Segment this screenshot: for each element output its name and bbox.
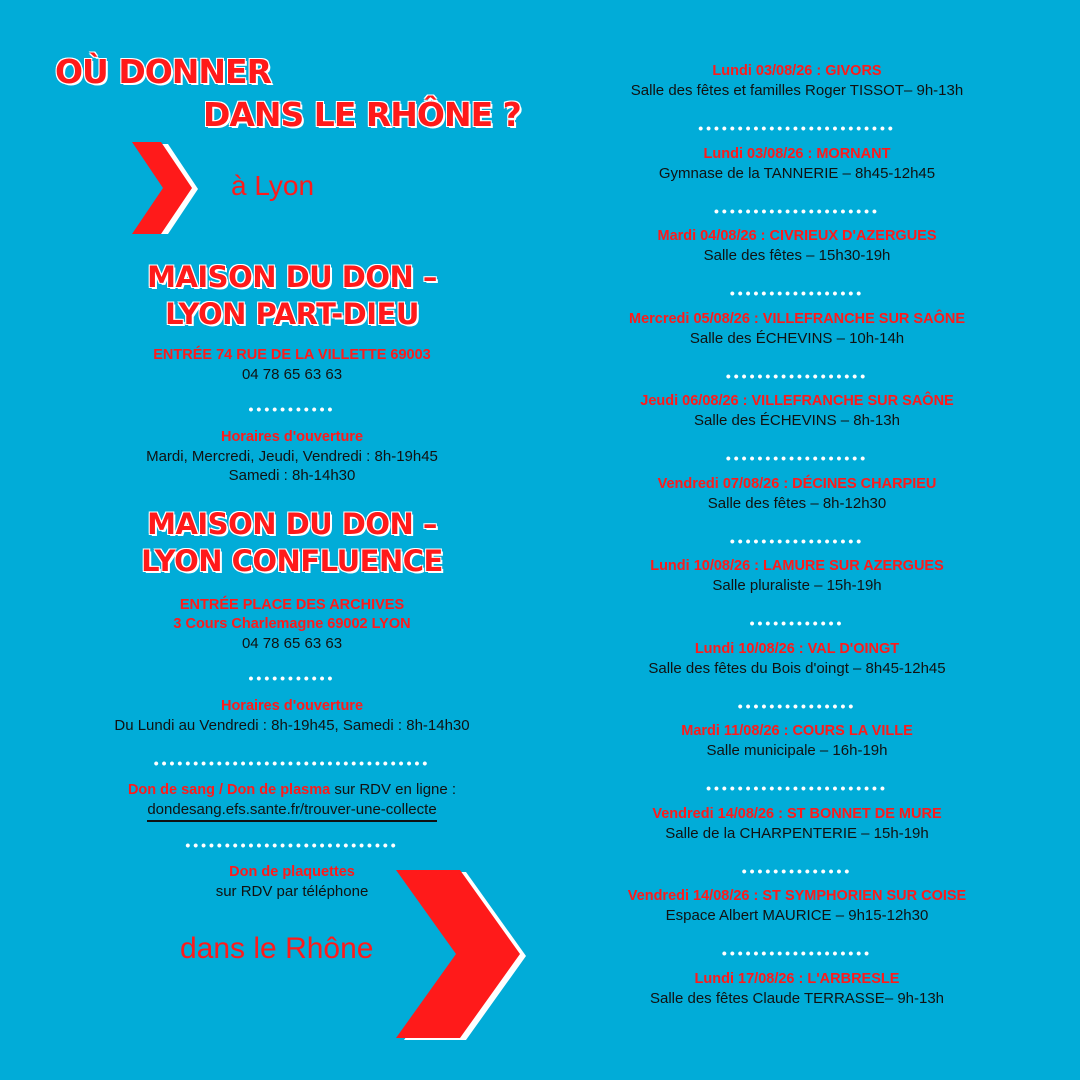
schedule-date: Lundi 10/08/26 : VAL D'OINGT: [694, 641, 900, 657]
schedule-entry: [600, 557, 994, 595]
schedule-date: Lundi 10/08/26 : LAMURE SUR AZERGUES: [650, 558, 944, 574]
schedule-entry: [600, 392, 994, 430]
schedule-venue: Salle des fêtes du Bois d'oingt – 8h45-12h45: [648, 660, 946, 677]
online-suffix: sur RDV en ligne :: [330, 781, 457, 798]
divider: •••••••••••••••••••••: [714, 203, 880, 219]
divider: •••••••••••••••••: [729, 533, 865, 549]
divider: •••••••••••: [248, 670, 336, 686]
schedule-date: Lundi 03/08/26 : GIVORS: [712, 63, 882, 79]
schedule-entry: [600, 475, 994, 513]
schedule-date: Mardi 04/08/26 : CIVRIEUX D'AZERGUES: [657, 228, 937, 244]
schedule-entry: [600, 310, 994, 348]
center2-hours-title: Horaires d'ouverture: [220, 698, 364, 714]
online-label: Don de sang / Don de plasma: [127, 782, 331, 798]
center1-address: ENTRÉE 74 RUE DE LA VILLETTE 69003: [153, 347, 431, 363]
divider: ••••••••••••: [749, 615, 845, 631]
platelets-label: Don de plaquettes: [229, 864, 355, 880]
divider: •••••••••••••••: [737, 698, 857, 714]
center1-name-line2: LYON PART-DIEU: [165, 297, 419, 331]
center1-name-line1: MAISON DU DON –: [147, 260, 437, 294]
center2-name-line2: LYON CONFLUENCE: [141, 544, 443, 578]
center2-name: [92, 506, 492, 580]
schedule-date: Vendredi 07/08/26 : DÉCINES CHARPIEU: [657, 476, 937, 492]
schedule-date: Jeudi 06/08/26 : VILLEFRANCHE SUR SAÔNE: [640, 393, 954, 409]
schedule-date: Vendredi 14/08/26 : ST BONNET DE MURE: [652, 806, 942, 822]
schedule-entry: [600, 640, 994, 678]
lyon-label: à Lyon: [231, 170, 315, 201]
schedule-entry: [600, 145, 994, 183]
schedule-venue: Salle des fêtes et familles Roger TISSOT– 9h-13h: [630, 82, 964, 99]
chevron-right-icon: [128, 140, 200, 238]
schedule-date: Mercredi 05/08/26 : VILLEFRANCHE SUR SAÔNE: [628, 311, 965, 327]
schedule-entry: [600, 62, 994, 100]
platelets-detail: sur RDV par téléphone: [215, 883, 369, 900]
center1-hours-title: Horaires d'ouverture: [220, 429, 364, 445]
center1-contact: [92, 346, 492, 384]
rhone-label: dans le Rhône: [180, 932, 374, 965]
schedule-entry: [600, 970, 994, 1008]
title-line-2: DANS LE RHÔNE ?: [203, 95, 521, 134]
schedule-venue: Espace Albert MAURICE – 9h15-12h30: [665, 907, 929, 924]
center1-hours-line2: Samedi : 8h-14h30: [228, 467, 356, 484]
schedule-entry: [600, 227, 994, 265]
divider: •••••••••••••••••••••••••••: [185, 837, 399, 853]
divider: •••••••••••••••••: [729, 285, 865, 301]
schedule-venue: Salle des fêtes – 8h-12h30: [707, 495, 887, 512]
center2-hours: [82, 697, 502, 735]
online-booking: [92, 780, 492, 822]
schedule-date: Lundi 17/08/26 : L'ARBRESLE: [694, 971, 900, 987]
center1-hours-line1: Mardi, Mercredi, Jeudi, Vendredi : 8h-19h45: [146, 448, 438, 465]
schedule-venue: Salle municipale – 16h-19h: [706, 742, 888, 759]
schedule-entry: [600, 805, 994, 843]
center2-hours-line1: Du Lundi au Vendredi : 8h-19h45, Samedi : 8h-14h30: [114, 717, 470, 734]
chevron-right-icon: [394, 868, 530, 1044]
divider: ••••••••••••••••••: [725, 450, 869, 466]
divider: •••••••••••••••••••••••••: [698, 120, 896, 136]
divider: •••••••••••••••••••: [721, 945, 873, 961]
schedule-venue: Salle de la CHARPENTERIE – 15h-19h: [665, 825, 929, 842]
center2-address-line1: ENTRÉE PLACE DES ARCHIVES: [179, 597, 405, 613]
center2-phone: 04 78 65 63 63: [241, 635, 343, 652]
center1-phone: 04 78 65 63 63: [241, 366, 343, 383]
schedule-entry: [600, 887, 994, 925]
schedule-venue: Gymnase de la TANNERIE – 8h45-12h45: [658, 165, 936, 182]
center2-address-line2: 3 Cours Charlemagne 69002 LYON: [173, 616, 411, 632]
schedule-venue: Salle pluraliste – 15h-19h: [712, 577, 882, 594]
schedule-venue: Salle des ÉCHEVINS – 8h-13h: [694, 412, 900, 429]
divider: •••••••••••: [248, 401, 336, 417]
schedule-date: Mardi 11/08/26 : COURS LA VILLE: [681, 723, 913, 739]
center2-contact: [92, 596, 492, 653]
schedule-venue: Salle des fêtes Claude TERRASSE– 9h-13h: [649, 990, 945, 1007]
divider: •••••••••••••••••••••••: [706, 780, 888, 796]
divider: ••••••••••••••••••: [725, 368, 869, 384]
schedule-entry: [600, 722, 994, 760]
title-line-1: OÙ DONNER: [55, 52, 271, 91]
schedule-venue: Salle des fêtes – 15h30-19h: [703, 247, 891, 264]
center2-name-line1: MAISON DU DON –: [147, 507, 437, 541]
divider: •••••••••••••••••••••••••••••••••••: [153, 755, 431, 771]
schedule-date: Vendredi 14/08/26 : ST SYMPHORIEN SUR COISE: [627, 888, 967, 904]
center1-hours: [92, 428, 492, 485]
schedule-date: Lundi 03/08/26 : MORNANT: [703, 146, 891, 162]
booking-link[interactable]: dondesang.efs.sante.fr/trouver-une-collecte: [147, 800, 436, 822]
schedule-venue: Salle des ÉCHEVINS – 10h-14h: [689, 330, 905, 347]
center1-name: [92, 259, 492, 333]
divider: ••••••••••••••: [741, 863, 853, 879]
